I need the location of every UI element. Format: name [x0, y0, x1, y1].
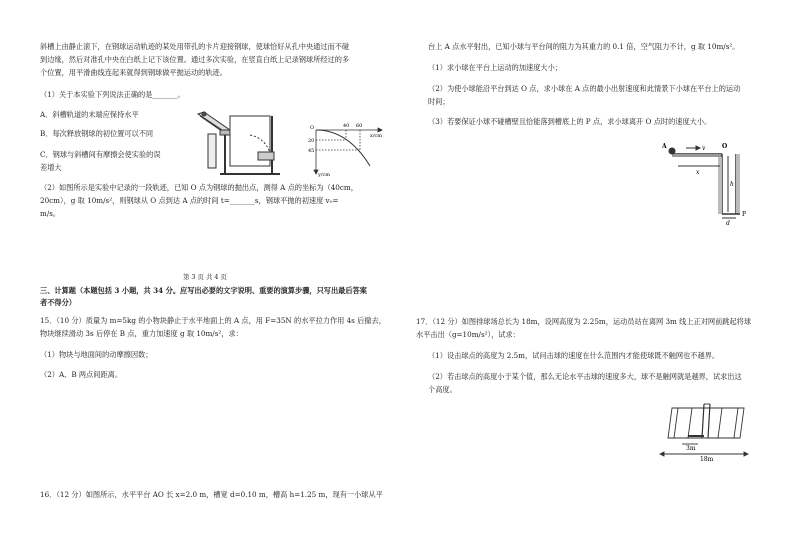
section-heading-line-2: 者不得分）	[40, 298, 76, 307]
question-17-part-1: （1）设击球点的高度为 2.5m，试问击球的速度在什么范围内才能使球既不触网也不越界。	[428, 351, 720, 360]
fig16-label-p: P	[742, 211, 747, 218]
q16-continued: 台上 A 点水平射出，已知小球与平台间的阻力为其重力的 0.1 倍，空气阻力不计，g 取 10m/s²。	[428, 42, 740, 51]
apparatus-figure	[190, 108, 310, 180]
question-15-line-2: 物块继续滑动 3s 后停在 B 点，重力加速度 g 取 10m/s²，求：	[40, 329, 243, 338]
intro-line-2: 到边缘，然后对准孔中央在白纸上记下该位置。通过多次实验，在竖直白纸上记录钢球所经过的多	[40, 55, 350, 64]
question-15-part-2: （2）A、B 两点间距离。	[40, 370, 123, 379]
option-a: A．斜槽轨道的末端应保持水平	[40, 110, 139, 119]
question-1: （1）关于本实验下列说法正确的是_______。	[40, 90, 185, 99]
fig17-label-18m: 18m	[700, 456, 714, 462]
fig16-label-a: A	[662, 143, 667, 150]
graph-y20: 20	[308, 138, 315, 144]
question-2-line-1: （2）如图所示是实验中记录的一段轨迹，已知 O 点为钢球的抛出点，测得 A 点的坐标为（40cm，	[40, 183, 358, 192]
intro-line-3: 个位置，用平滑曲线连起来就得到钢球做平抛运动的轨迹。	[40, 68, 227, 77]
graph-xunit: x/cm	[370, 133, 383, 139]
question-16-start: 16．（12 分）如图所示，水平平台 AO 长 x=2.0 m，槽宽 d=0.10 m，槽高 h=1.25 m，现有一小球从平	[40, 490, 383, 499]
question-17-part-2-line-2: 个高度。	[428, 385, 457, 394]
option-c-line-2: 差增大	[40, 163, 62, 172]
graph-y45: 45	[308, 148, 315, 154]
trajectory-graph	[308, 118, 388, 178]
fig16-label-d: d	[726, 220, 730, 226]
intro-line-1: 斜槽上由静止滚下，在钢球运动轨迹的某处用带孔的卡片迎接钢球，使球恰好从孔中央通过而不碰	[40, 42, 350, 51]
q16-part-2-line-1: （2）为使小球能沿平台到达 O 点，求小球在 A 点的最小出射速度和此情景下小球在平台上的运动	[428, 84, 741, 93]
graph-x40: 40	[343, 123, 350, 129]
platform-figure	[660, 136, 760, 226]
option-b: B．每次释放钢球的初位置可以不同	[40, 129, 154, 138]
fig17-label-3m: 3m	[686, 445, 696, 452]
question-15-part-1: （1）物块与地面间的动摩擦因数；	[40, 350, 153, 359]
question-2-line-2: 20cm），g 取 10m/s²，则钢球从 O 点到达 A 点的时间 t=_______s，钢球平抛的初速度 v₀=	[40, 196, 339, 205]
fig16-label-o: O	[722, 143, 728, 150]
question-17-line-2: 水平击出（g=10m/s²），试求：	[416, 330, 520, 339]
graph-x60: 60	[356, 123, 363, 129]
fig16-label-v: v	[702, 145, 706, 152]
question-17-line-1: 17．（12 分）如图排球场总长为 18m，设网高度为 2.25m，运动员站在离网 3m 线上正对网前跳起将球	[416, 317, 752, 326]
question-15-line-1: 15．（10 分）质量为 m=5kg 的小物块静止于水平地面上的 A 点，用 F=35N 的水平拉力作用 4s 后撤去，	[40, 316, 386, 325]
q16-part-1: （1）求小球在平台上运动的加速度大小；	[428, 63, 562, 72]
option-c-line-1: C．钢球与斜槽间有摩擦会使实验的误	[40, 150, 161, 159]
graph-yunit: y/cm	[318, 172, 331, 178]
section-heading-line-1: 三、计算题（本题包括 3 小题，共 34 分。应写出必要的文字说明、重要的演算步骤，只写出最后答案	[40, 286, 367, 295]
question-2-line-3: m/s。	[40, 209, 61, 218]
volleyball-court-figure	[652, 400, 752, 462]
graph-origin: O	[310, 125, 315, 131]
page-footer: 第 3 页 共 4 页	[183, 273, 227, 281]
fig16-label-h: h	[730, 181, 734, 188]
q16-part-3: （3）若要保证小球不碰槽壁且恰能落到槽底上的 P 点，求小球离开 O 点时的速度大小。	[428, 117, 712, 126]
fig16-label-x: x	[696, 169, 700, 176]
question-17-part-2-line-1: （2）若击球点的高度小于某个值，那么无论水平击球的速度多大，球不是触网就是越界，试求出这	[428, 372, 742, 381]
q16-part-2-line-2: 时间；	[428, 97, 450, 106]
